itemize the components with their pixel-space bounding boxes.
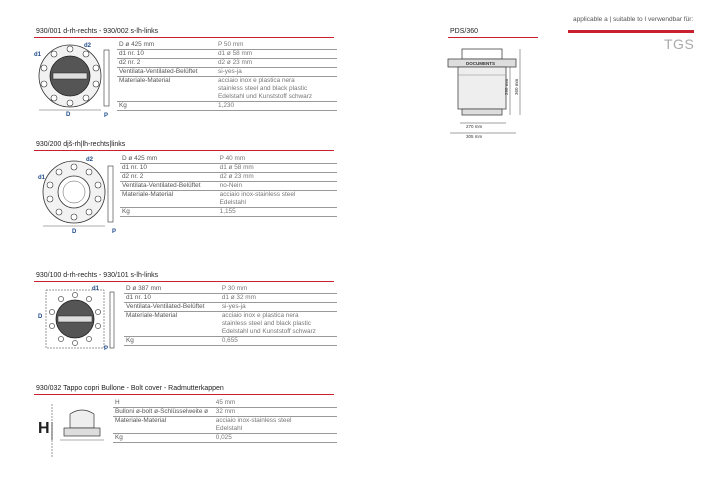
- spec-key: Ventilata-Ventilated-Belüftet: [124, 303, 220, 312]
- spec-row: [120, 164, 337, 173]
- spec-row: [124, 285, 337, 294]
- section-1-label-D: D: [66, 112, 71, 118]
- spec-value: d2 ø 23 mm: [218, 173, 337, 182]
- spec-key: Materiale-Material: [113, 417, 214, 434]
- section-3-spec-table: [124, 285, 337, 346]
- section-3-rows: [124, 285, 337, 346]
- section-2-label-d1: d1: [38, 175, 46, 181]
- spec-key: Ventilata-Ventilated-Belüftet: [120, 182, 218, 191]
- spec-key: Bulloni ø-bolt ø-Schlüsselweite ø: [113, 408, 214, 417]
- spec-key: D ø 425 mm: [117, 41, 216, 50]
- spec-key: d1 nr. 10: [117, 50, 216, 59]
- spec-value: P 40 mm: [218, 155, 337, 164]
- spec-value: 0,655: [220, 337, 337, 346]
- spec-row: [117, 77, 337, 102]
- section-4-rule: [34, 394, 334, 395]
- spec-row: [117, 102, 337, 111]
- section-4-label-H: H: [38, 420, 50, 437]
- section-1-label-d1: d1: [34, 52, 42, 58]
- spec-value: acciaio inox-stainless steel Edelstahl: [214, 417, 337, 434]
- spec-key: Kg: [117, 102, 216, 111]
- spec-key: d1 nr. 10: [120, 164, 218, 173]
- spec-row: [124, 303, 337, 312]
- spec-value: 1,230: [216, 102, 337, 111]
- spec-key: D ø 425 mm: [120, 155, 218, 164]
- pds-dim-height-inner: 298 mm: [504, 78, 509, 95]
- section-3-label-D: D: [38, 314, 43, 320]
- section-1-title: 930/001 d-rh-rechts - 930/002 s-lh-links: [36, 28, 159, 35]
- spec-key: D ø 387 mm: [124, 285, 220, 294]
- spec-value: P 50 mm: [216, 41, 337, 50]
- spec-key: Materiale-Material: [120, 191, 218, 208]
- section-3-title: 930/100 d-rh-rechts - 930/101 s-lh-links: [36, 272, 159, 279]
- spec-value: d1 ø 58 mm: [218, 164, 337, 173]
- applicability-note: applicable a | suitable to I verwendbar für:: [573, 16, 694, 23]
- header-rule: [568, 30, 694, 33]
- spec-row: [120, 173, 337, 182]
- pds-title: PDS/360: [450, 28, 479, 35]
- section-4-title: 930/032 Tappo copri Bullone - Bolt cover - Radmutterkappen: [36, 385, 224, 392]
- section-2-rule: [34, 150, 334, 151]
- spec-row: [113, 399, 337, 408]
- spec-value: no-Nein: [218, 182, 337, 191]
- section-4-rows: [113, 399, 337, 443]
- section-2-title: 930/200 djš-rh|lh-rechts|links: [36, 141, 126, 148]
- section-1-rows: [117, 41, 337, 111]
- section-3-label-d1: d1: [92, 286, 100, 292]
- spec-value: 1,155: [218, 208, 337, 217]
- spec-value: acciaio inox e plastica nera stainless steel and black plastic Edelstahl und Kunststoff schwarz: [220, 312, 337, 337]
- pds-box-drawing: [440, 45, 530, 145]
- section-1-rule: [34, 37, 334, 38]
- spec-value: acciaio inox-stainless steel Edelstahl: [218, 191, 337, 208]
- spec-key: Kg: [120, 208, 218, 217]
- spec-key: d2 nr. 2: [120, 173, 218, 182]
- spec-key: Ventilata-Ventilated-Belüftet: [117, 68, 216, 77]
- spec-row: [120, 191, 337, 208]
- spec-value: P 30 mm: [220, 285, 337, 294]
- spec-row: [124, 294, 337, 303]
- section-1-label-d2: d2: [84, 43, 92, 49]
- section-2-label-D: D: [72, 229, 77, 235]
- pds-rule: [448, 37, 538, 38]
- pds-box-label: DOCUMENTS: [466, 61, 495, 66]
- spec-row: [120, 182, 337, 191]
- section-3-wheel-drawing: [44, 288, 124, 354]
- pds-dim-width-outer: 305 mm: [466, 134, 483, 139]
- section-2-rows: [120, 155, 337, 217]
- section-3-rule: [34, 281, 334, 282]
- spec-value: acciaio inox e plastica nera stainless steel and black plastic Edelstahl und Kunststoff schwarz: [216, 77, 337, 102]
- spec-key: Materiale-Material: [124, 312, 220, 337]
- spec-row: [113, 434, 337, 443]
- spec-key: Materiale-Material: [117, 77, 216, 102]
- spec-row: [117, 50, 337, 59]
- spec-row: [117, 59, 337, 68]
- spec-row: [113, 417, 337, 434]
- spec-row: [117, 41, 337, 50]
- section-2-wheel-drawing: [40, 158, 130, 236]
- spec-value: 32 mm: [214, 408, 337, 417]
- spec-row: [117, 68, 337, 77]
- section-2-spec-table: [120, 155, 337, 217]
- spec-value: si-yes-ja: [220, 303, 337, 312]
- spec-value: si-yes-ja: [216, 68, 337, 77]
- spec-key: d1 nr. 10: [124, 294, 220, 303]
- spec-value: 45 mm: [214, 399, 337, 408]
- pds-dim-width-inner: 270 mm: [466, 124, 483, 129]
- section-1-spec-table: [117, 41, 337, 111]
- spec-key: d2 nr. 2: [117, 59, 216, 68]
- section-2-label-d2: d2: [86, 157, 94, 163]
- spec-value: d2 ø 23 mm: [216, 59, 337, 68]
- spec-row: [120, 208, 337, 217]
- section-1-label-P: P: [104, 113, 109, 119]
- spec-row: [124, 337, 337, 346]
- pds-dim-height-outer: 360 mm: [514, 78, 519, 95]
- spec-row: [124, 312, 337, 337]
- spec-key: H: [113, 399, 214, 408]
- spec-key: Kg: [113, 434, 214, 443]
- section-4-bolt-cover-drawing: [48, 400, 118, 460]
- spec-value: d1 ø 58 mm: [216, 50, 337, 59]
- section-1-wheel-drawing: [36, 42, 126, 120]
- brand-label: TGS: [664, 36, 695, 52]
- spec-value: 0,025: [214, 434, 337, 443]
- spec-row: [113, 408, 337, 417]
- spec-value: d1 ø 32 mm: [220, 294, 337, 303]
- spec-key: Kg: [124, 337, 220, 346]
- section-3-label-P: P: [104, 346, 109, 352]
- spec-row: [120, 155, 337, 164]
- section-4-spec-table: [113, 399, 337, 443]
- section-2-label-P: P: [112, 229, 117, 235]
